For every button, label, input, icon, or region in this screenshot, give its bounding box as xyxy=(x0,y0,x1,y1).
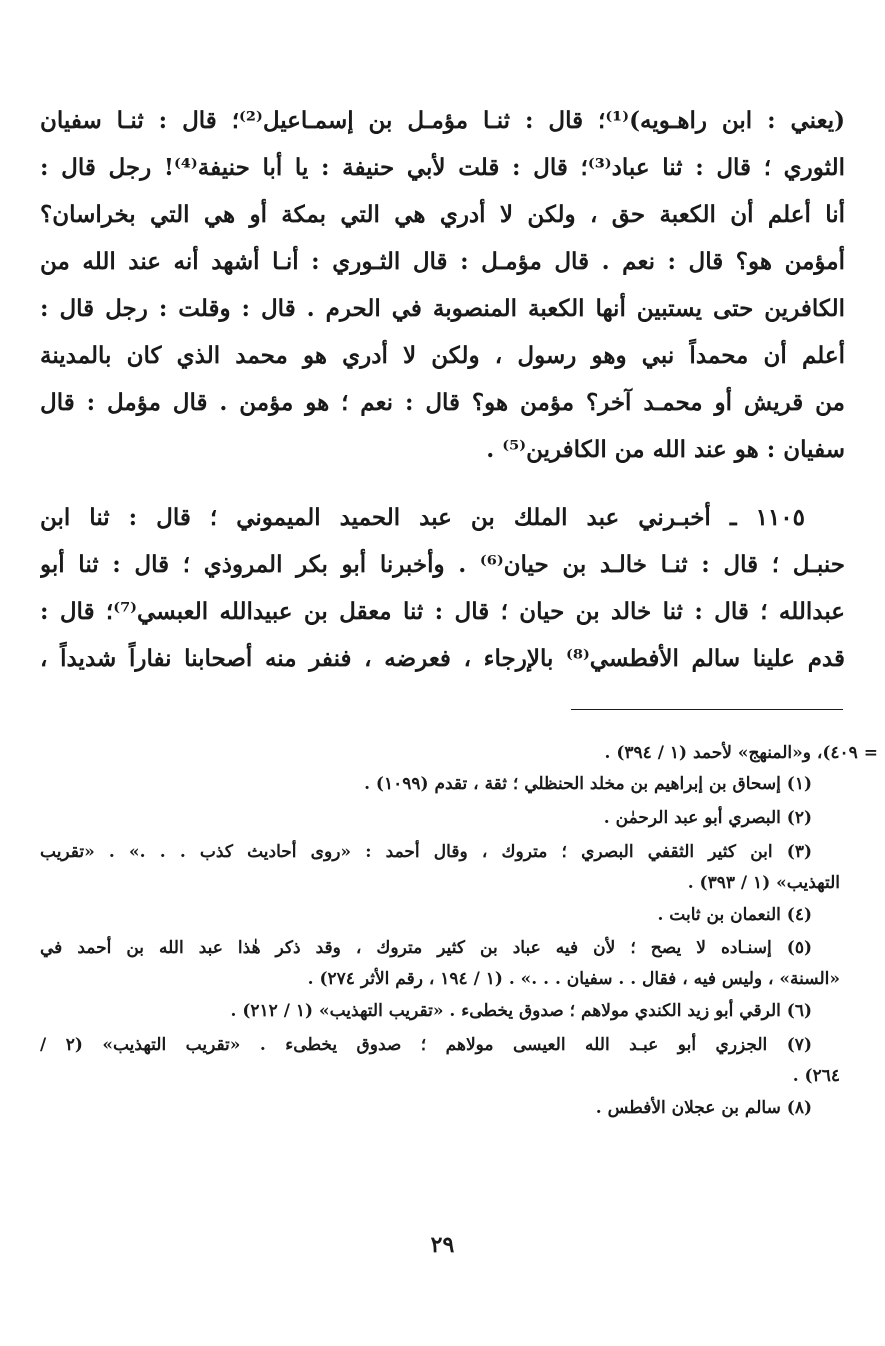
footnote-1 xyxy=(40,769,840,800)
footnote-7 xyxy=(40,1030,840,1092)
footnote-5 xyxy=(40,933,840,995)
text-line: أعلم أن محمداً نبي وهو رسول ، ولكن لا أدري هو محمد الذي كان بالمدينة xyxy=(40,342,845,369)
footnote-line: (١) إسحاق بن إبراهيم بن مخلد الحنظلي ؛ ثقة ، تقدم (١٠٩٩) . xyxy=(364,774,812,794)
main-paragraph-2 xyxy=(40,494,845,682)
text-line: حنبـل ؛ قال : ثنـا خالـد بن حيان⁽⁶⁾ . وأخبرنا أبو بكر المروذي ؛ قال : ثنا أبو xyxy=(40,551,845,578)
text-line: أنا أعلم أن الكعبة حق ، ولكن لا أدري هي التي بمكة أو هي التي بخراسان؟ xyxy=(40,201,845,228)
text-line: الثوري ؛ قال : ثنا عباد⁽³⁾؛ قال : قلت لأبي حنيفة : يا أبا حنيفة⁽⁴⁾! رجل قال : xyxy=(40,154,845,181)
page-number: ٢٩ xyxy=(430,1232,455,1258)
text-line: أمؤمن هو؟ قال : نعم . قال مؤمـل : قال الثـوري : أنـا أشهد أنه عند الله من xyxy=(40,248,845,275)
text-line: ١١٠٥ ـ أخبـرني عبد الملك بن عبد الحميد الميموني ؛ قال : ثنا ابن xyxy=(40,504,805,531)
footnote-line: (٣) ابن كثير الثقفي البصري ؛ متروك ، وقال أحمد : «روى أحاديث كذب . . .» . «تقريب xyxy=(40,842,812,862)
text-line: عبدالله ؛ قال : ثنا خالد بن حيان ؛ قال : ثنا معقل بن عبيدالله العبسي⁽⁷⁾؛ قال : xyxy=(40,598,845,625)
text-line: (يعني : ابن راهـويه)⁽¹⁾؛ قال : ثنـا مؤمـل بن إسمـاعيل⁽²⁾؛ قال : ثنـا سفيان xyxy=(40,107,845,134)
text-line: من قريش أو محمـد آخر؟ مؤمن هو؟ قال : نعم ؛ هو مؤمن . قال مؤمل : قال xyxy=(40,389,845,416)
text-line: قدم علينا سالم الأفطسي⁽⁸⁾ بالإرجاء ، فعرضه ، فنفر منه أصحابنا نفاراً شديداً ، xyxy=(40,645,845,672)
footnote-line: (٧) الجزري أبو عبـد الله العيسى مولاهم ؛ صدوق يخطىء . «تقريب التهذيب» (٢ / xyxy=(40,1035,812,1055)
main-paragraph-1 xyxy=(40,97,845,473)
footnote-line: (٢) البصري أبو عبد الرحمٰن . xyxy=(603,808,812,828)
footnote-line: (٦) الرقي أبو زيد الكندي مولاهم ؛ صدوق يخطىء . «تقريب التهذيب» (١ / ٢١٢) . xyxy=(230,1001,812,1021)
footnote-line: (٨) سالم بن عجلان الأفطس . xyxy=(595,1098,812,1118)
footnote-line: التهذيب» (١ / ٣٩٣) . xyxy=(687,873,840,893)
footnote-divider xyxy=(571,709,843,710)
footnote-line: (٤) النعمان بن ثابت . xyxy=(657,905,812,925)
footnote-8 xyxy=(40,1093,840,1124)
footnote-continuation: = ٤٠٩)، و«المنهج» لأحمد (١ / ٣٩٤) . xyxy=(604,743,878,763)
footnote-line: «السنة» ، وليس فيه ، فقال . . سفيان . . .» . (١ / ١٩٤ ، رقم الأثر ٢٧٤) . xyxy=(307,969,840,989)
footnote-3 xyxy=(40,837,840,899)
text-line: الكافرين حتى يستبين أنها الكعبة المنصوبة في الحرم . قال : وقلت : رجل قال : xyxy=(40,295,845,322)
text-line: سفيان : هو عند الله من الكافرين⁽⁵⁾ . xyxy=(486,436,845,463)
footnote-2 xyxy=(40,803,840,834)
footnote-4 xyxy=(40,900,840,931)
footnote-6 xyxy=(40,996,840,1027)
footnote-line: (٥) إسنـاده لا يصح ؛ لأن فيه عباد بن كثير متروك ، وقد ذكر هٰذا عبد الله بن أحمد في xyxy=(40,938,812,958)
footnote-line: ٢٦٤) . xyxy=(792,1066,840,1086)
